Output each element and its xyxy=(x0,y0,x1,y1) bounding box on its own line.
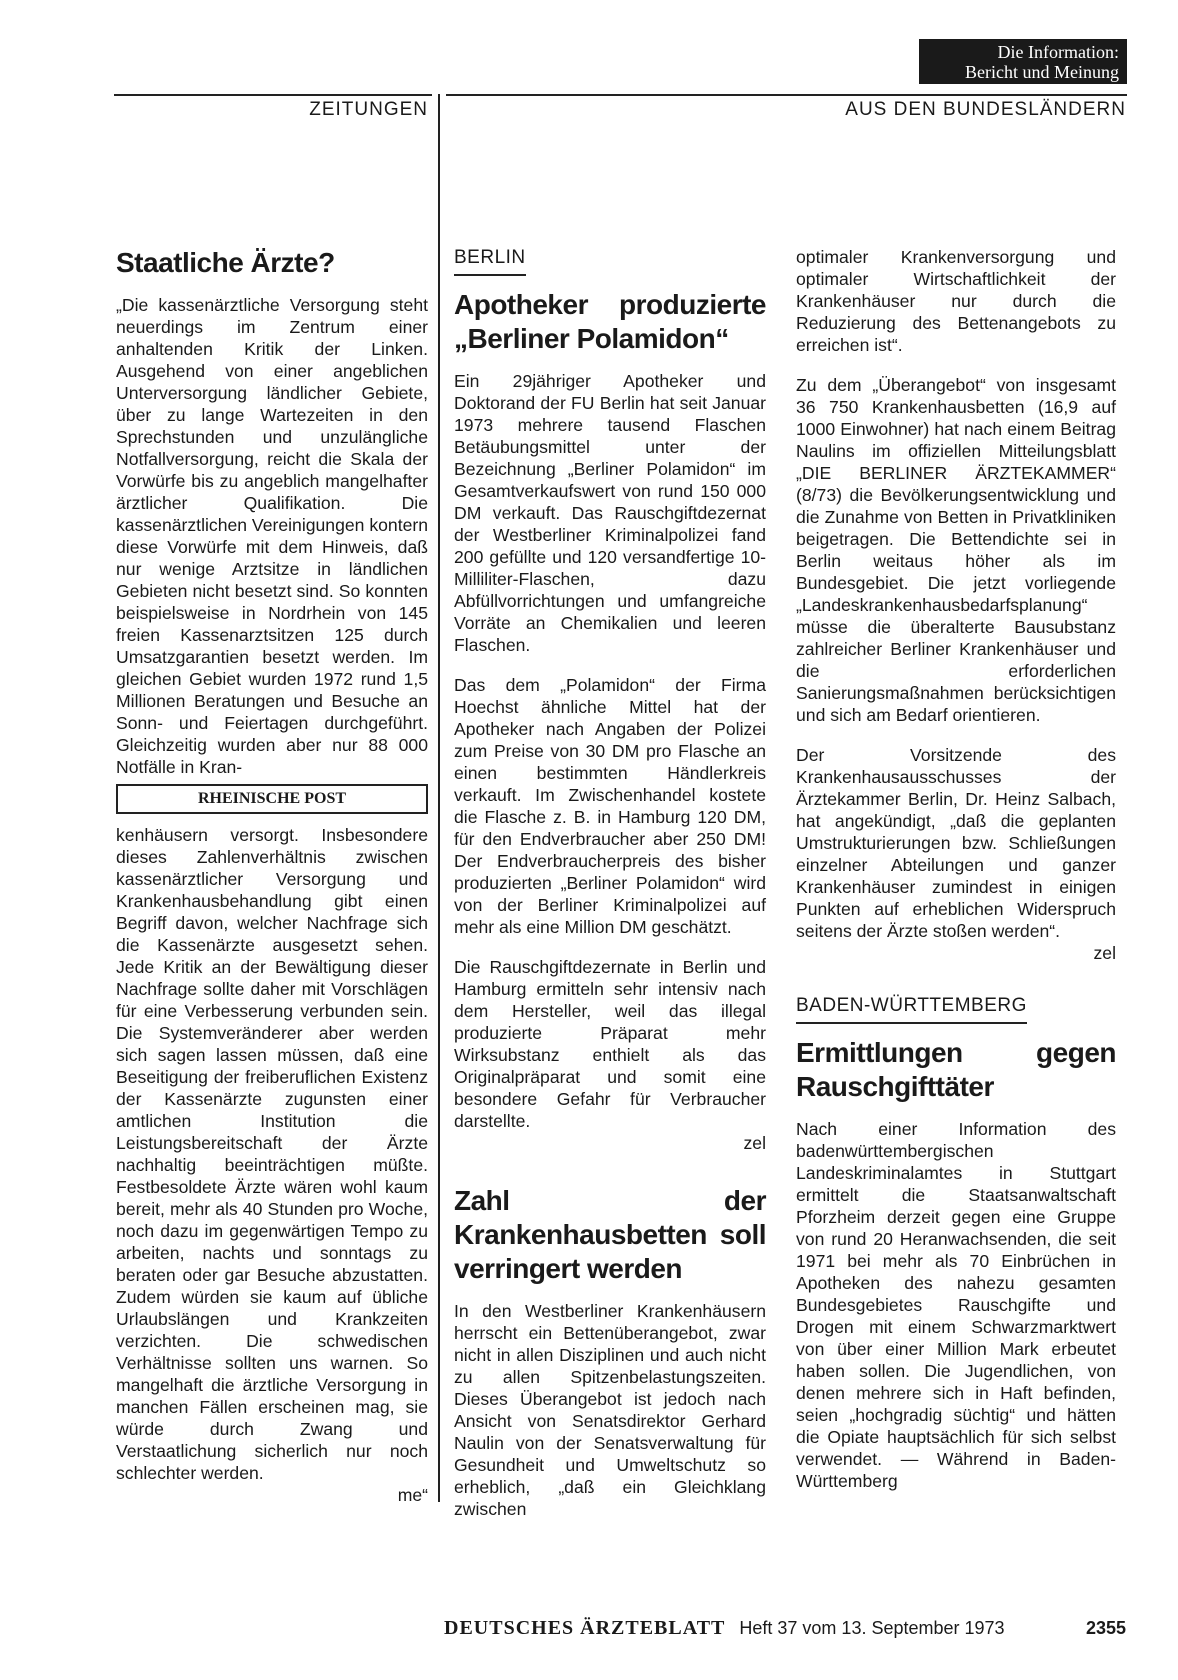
source-box-rheinische-post: RHEINISCHE POST xyxy=(116,784,428,814)
article-paragraph: Zu dem „Überangebot“ von insgesamt 36 750 Krankenhausbetten (16,9 auf 1000 Einwohner) hat nach einem Beitrag Naulins im offiziellen Mitteilungsblatt „DIE BERLINER ÄRZTEKAMMER“ (8/73) die Bevölkerungsentwicklung und die Zunahme von Betten in Privatkliniken beigetragen. Die Bettendichte sei in Berlin weitaus höher als im Bundesgebiet. Die jetzt vorliegende „Landeskrankenhausbedarfsplanung“ müsse die überalterte Bausubstanz zahlreicher Berliner Krankenhäuser und die erforderlichen Sanierungsmaßnahmen berücksichtigen und sich am Bedarf orientieren. xyxy=(796,375,1116,725)
article-paragraph: kenhäusern versorgt. Insbesondere dieses Zahlenverhältnis zwischen kassenärztlicher Versorgung und Krankenhausbehandlung gibt einen Begriff davon, welcher Nachfrage sich die Kassenärzte ausgesetzt sehen. Jede Kritik an der Bewältigung dieser Nachfrage sollte daher mit Vorschlägen für eine Verbesserung verbunden sein. Die Systemveränderer aber werden sich sagen lassen müssen, daß eine Beseitigung der freiberuflichen Existenz der Kassenärzte zugunsten einer amtlichen Institution die Leistungsbereitschaft der Ärzte nachhaltig beeinträchtigen müßte. Festbesoldete Ärzte wären wohl kaum bereit, mehr als 40 Stunden pro Woche, noch dazu im gegenwärtigen Tempo zu arbeiten, nachts und sonntags zu beraten oder gar Besuche abzustatten. Zudem würden sie kaum auf übliche Urlaubslängen und Krankzeiten verzichten. Die schwedischen Verhältnisse sollten uns warnen. So mangelhaft die ärztliche Versorgung in manchen Fällen erscheinen mag, sie würde durch Zwang und Verstaatlichung sicherlich nur noch schlechter werden. xyxy=(116,825,428,1483)
article-signature xyxy=(116,1484,428,1506)
section-badge xyxy=(919,39,1127,84)
column-3 xyxy=(796,246,1116,1510)
article-paragraph: In den Westberliner Krankenhäusern herrscht ein Bettenüberangebot, zwar nicht in allen Disziplinen und auch nicht zu allen Spitzenbelastungszeiten. Dieses Überangebot ist jedoch nach Ansicht von Senatsdirektor Gerhard Naulin von der Senatsverwaltung für Gesundheit und Umweltschutz so erheblich, „daß ein Gleichklang zwischen xyxy=(454,1301,766,1519)
signature-me: me“ xyxy=(397,1485,428,1505)
article-signature xyxy=(454,1132,766,1154)
journal-name: DEUTSCHES ÄRZTEBLATT xyxy=(444,1617,726,1639)
article-paragraph: Die Rauschgiftdezernate in Berlin und Hamburg ermitteln sehr intensiv nach dem Hersteller, weil das illegal produzierte Präparat mehr Wirksubstanz enthielt als das Originalpräparat und somit eine besondere Gefahr für Verbraucher darstellte. xyxy=(454,957,766,1131)
article-title-polamidon: Apotheker produzierte „Berliner Polamidon“ xyxy=(454,289,766,354)
badge-line-1: Die Information: xyxy=(997,42,1119,62)
article-title-staatliche-aerzte: Staatliche Ärzte? xyxy=(116,247,335,278)
issue-info: Heft 37 vom 13. September 1973 xyxy=(739,1618,1005,1638)
kicker-berlin: BERLIN xyxy=(454,247,526,276)
top-rule-right xyxy=(446,94,1127,96)
article-paragraph: Das dem „Polamidon“ der Firma Hoechst ähnliche Mittel hat der Apotheker nach Angaben der Polizei zum Preise von 30 DM pro Flasche an einen bestimmten Händlerkreis verkauft. Im Zwischenhandel kostete die Flasche z. B. in Hamburg 120 DM, für den Endverbraucher aber 250 DM! Der Endverbraucherpreis des bisher produzierten „Berliner Polamidon“ wird von der Berliner Kriminalpolizei auf mehr als eine Million DM geschätzt. xyxy=(454,675,766,937)
article-title-ermittlungen: Ermittlungen gegen Rauschgifttäter xyxy=(796,1037,1116,1102)
page-number: 2355 xyxy=(1085,1618,1126,1638)
article-paragraph: „Die kassenärztliche Versorgung steht neuerdings im Zentrum einer anhaltenden Kritik der Linken. Ausgehend von einer angeblichen Unterversorgung ländlicher Gebiete, über zu lange Wartezeiten in den Sprechstunden und unzulängliche Notfallversorgung, reicht die Skala der Vorwürfe bis zu angeblich mangelhafter ärztlicher Qualifikation. Die kassenärztlichen Vereinigungen kontern diese Vorwürfe mit dem Hinweis, daß nur wenige Arztsitze in ländlichen Gebieten nicht besetzt sind. So konnten beispielsweise in Nordrhein von 145 freien Kassenarztsitzen 125 durch Umsatzgarantien besetzt werden. Im gleichen Gebiet wurden 1972 rund 1,5 Millionen Beratungen und Besuche an Sonn- und Feiertagen durchgeführt. Gleichzeitig wurden aber nur 88 000 Notfälle in Kran- xyxy=(116,295,429,777)
article-signature xyxy=(796,942,1116,964)
column-divider xyxy=(438,94,440,1502)
article-paragraph: Nach einer Information des badenwürttembergischen Landeskriminalamtes in Stuttgart ermittelt die Staatsanwaltschaft Pforzheim derzeit gegen eine Gruppe von rund 20 Heranwachsenden, die seit 1971 bei mehr als 70 Einbrüchen in Apotheken des nahezu gesamten Bundesgebietes Rauschgifte und Drogen mit einem Schwarzmarktwert von über einer Million Mark erbeutet haben sollen. Die Jugendlichen, von denen mehrere sich in Haft befinden, seien „hochgradig süchtig“ und hätten die Opiate hauptsächlich für sich selbst verwendet. — Während in Baden-Württemberg xyxy=(796,1119,1116,1491)
signature-zel: zel xyxy=(743,1133,766,1153)
badge-line-2: Bericht und Meinung xyxy=(965,62,1119,82)
page-footer xyxy=(444,1617,1126,1640)
top-rule-left xyxy=(114,94,432,96)
signature-zel: zel xyxy=(1093,943,1116,963)
kicker-baden-wuerttemberg: BADEN-WÜRTTEMBERG xyxy=(796,995,1027,1024)
article-paragraph: optimaler Krankenversorgung und optimaler Wirtschaftlichkeit der Krankenhäuser nur durch die Reduzierung des Bettenangebots zu erreichen ist“. xyxy=(796,247,1116,355)
article-paragraph: Ein 29jähriger Apotheker und Doktorand der FU Berlin hat seit Januar 1973 mehrere tausend Flaschen Betäubungsmittel unter der Bezeichnung „Berliner Polamidon“ im Gesamtverkaufswert von rund 150 000 DM verkauft. Das Rauschgiftdezernat der Westberliner Kriminalpolizei fand 200 gefüllte und 120 versandfertige 10-Milliliter-Flaschen, dazu Abfüllvorrichtungen und umfangreiche Vorräte an Chemikalien und leeren Flaschen. xyxy=(454,371,766,655)
article-title-krankenhausbetten: Zahl der Krankenhausbetten soll verringert werden xyxy=(454,1185,766,1284)
article-paragraph: Der Vorsitzende des Krankenhausausschusses der Ärztekammer Berlin, Dr. Heinz Salbach, hat angekündigt, „daß die geplanten Umstrukturierungen bzw. Schließungen einzelner Abteilungen und ganzer Krankenhäuser zumindest in einigen Punkten auf erheblichen Widerspruch seitens der Ärzte stoßen werden“. xyxy=(796,745,1116,941)
column-1 xyxy=(116,246,428,1506)
column-2 xyxy=(454,246,766,1538)
section-label-bundeslaender: AUS DEN BUNDESLÄNDERN xyxy=(845,99,1126,120)
section-label-zeitungen: ZEITUNGEN xyxy=(309,99,428,120)
